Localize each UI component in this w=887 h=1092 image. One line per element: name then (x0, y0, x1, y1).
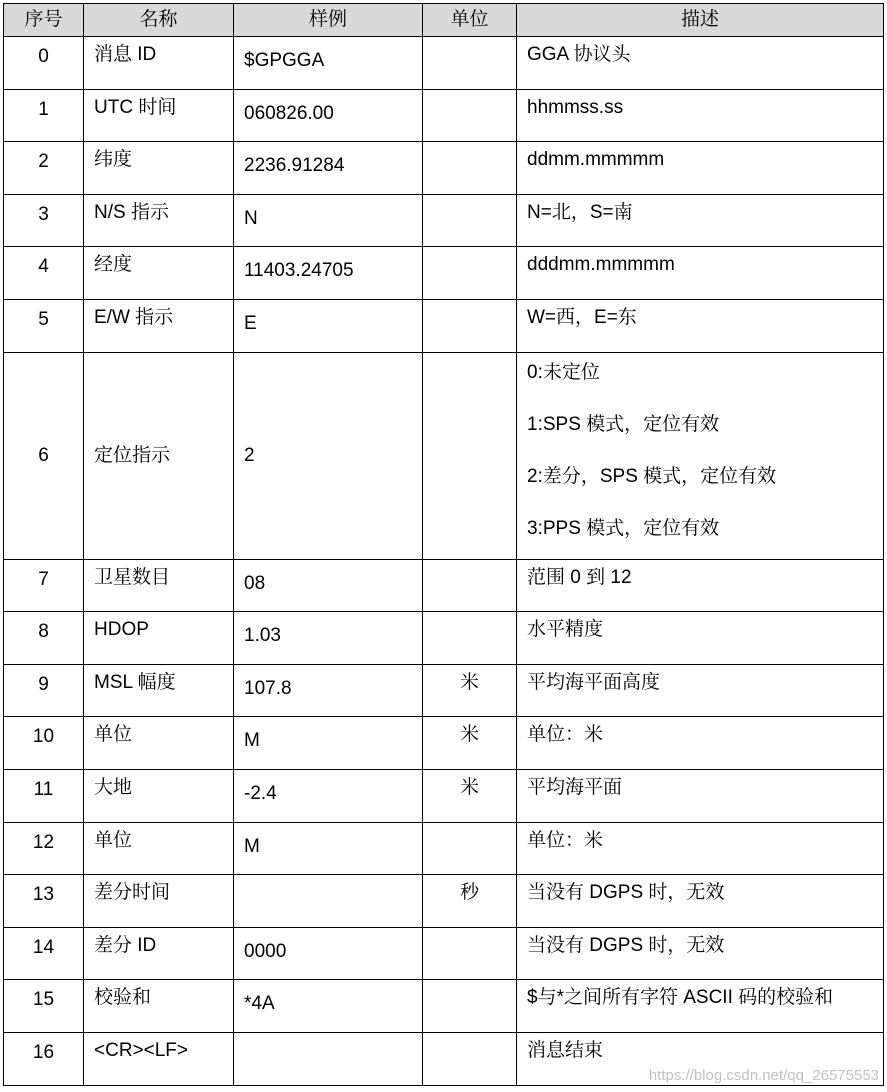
cell-index: 12 (4, 822, 84, 875)
cell-index: 5 (4, 299, 84, 352)
cell-description: GGA 协议头 (517, 37, 884, 90)
table-row (4, 927, 884, 980)
cell-index: 11 (4, 769, 84, 822)
table-body (4, 37, 884, 1086)
header-unit: 单位 (423, 4, 517, 37)
cell-unit: 米 (423, 769, 517, 822)
cell-name: 消息 ID (84, 37, 234, 90)
cell-sample: 11403.24705 (234, 247, 423, 300)
cell-name: 卫星数目 (84, 559, 234, 612)
cell-description: 水平精度 (517, 612, 884, 665)
description-line: 0:未定位 (527, 361, 600, 383)
cell-index: 8 (4, 612, 84, 665)
header-index: 序号 (4, 4, 84, 37)
header-row (4, 4, 884, 37)
cell-unit (423, 612, 517, 665)
cell-sample (234, 875, 423, 928)
cell-index: 0 (4, 37, 84, 90)
cell-name: 差分 ID (84, 927, 234, 980)
cell-name: MSL 幅度 (84, 664, 234, 717)
cell-index: 9 (4, 664, 84, 717)
cell-unit (423, 1032, 517, 1085)
cell-name: 差分时间 (84, 875, 234, 928)
cell-unit (423, 194, 517, 247)
table-row (4, 822, 884, 875)
cell-index: 2 (4, 142, 84, 195)
cell-index: 4 (4, 247, 84, 300)
cell-unit: 米 (423, 664, 517, 717)
cell-unit (423, 352, 517, 559)
header-description: 描述 (517, 4, 884, 37)
cell-description: ddmm.mmmmm (517, 142, 884, 195)
description-line: 2:差分，SPS 模式，定位有效 (527, 465, 777, 487)
cell-sample: 08 (234, 559, 423, 612)
cell-unit (423, 37, 517, 90)
table-header (4, 4, 884, 37)
cell-name: UTC 时间 (84, 89, 234, 142)
cell-unit (423, 822, 517, 875)
gga-field-table (3, 3, 884, 1086)
cell-index: 10 (4, 717, 84, 770)
cell-description: N=北，S=南 (517, 194, 884, 247)
cell-description (517, 352, 884, 559)
cell-description: 范围 0 到 12 (517, 559, 884, 612)
cell-unit: 秒 (423, 875, 517, 928)
cell-description: 当没有 DGPS 时，无效 (517, 927, 884, 980)
cell-index: 6 (4, 352, 84, 559)
cell-unit (423, 559, 517, 612)
cell-sample: 2 (234, 352, 423, 559)
cell-index: 3 (4, 194, 84, 247)
cell-sample: 2236.91284 (234, 142, 423, 195)
table-row (4, 612, 884, 665)
cell-unit (423, 927, 517, 980)
cell-name: 单位 (84, 717, 234, 770)
cell-sample: *4A (234, 980, 423, 1033)
cell-description: 单位：米 (517, 822, 884, 875)
cell-sample: $GPGGA (234, 37, 423, 90)
cell-index: 16 (4, 1032, 84, 1085)
cell-unit (423, 142, 517, 195)
table-row (4, 194, 884, 247)
cell-name: HDOP (84, 612, 234, 665)
cell-description: 当没有 DGPS 时，无效 (517, 875, 884, 928)
description-line: 3:PPS 模式，定位有效 (527, 517, 720, 539)
cell-sample: 107.8 (234, 664, 423, 717)
cell-unit (423, 980, 517, 1033)
description-line: 1:SPS 模式，定位有效 (527, 413, 720, 435)
table-row (4, 299, 884, 352)
cell-name: 定位指示 (84, 352, 234, 559)
cell-name: E/W 指示 (84, 299, 234, 352)
table-row (4, 980, 884, 1033)
watermark: https://blog.csdn.net/qq_26575553 (648, 1067, 879, 1084)
cell-description: 平均海平面 (517, 769, 884, 822)
cell-name: 经度 (84, 247, 234, 300)
table-row (4, 875, 884, 928)
cell-sample: 0000 (234, 927, 423, 980)
cell-description: dddmm.mmmmm (517, 247, 884, 300)
table-row (4, 247, 884, 300)
table-row (4, 352, 884, 559)
cell-name: 单位 (84, 822, 234, 875)
table-row (4, 717, 884, 770)
cell-index: 14 (4, 927, 84, 980)
cell-sample: N (234, 194, 423, 247)
cell-sample (234, 1032, 423, 1085)
cell-description: 单位：米 (517, 717, 884, 770)
cell-sample: M (234, 822, 423, 875)
header-sample: 样例 (234, 4, 423, 37)
cell-name: <CR><LF> (84, 1032, 234, 1085)
table-row (4, 142, 884, 195)
cell-unit (423, 247, 517, 300)
table-row (4, 37, 884, 90)
cell-index: 7 (4, 559, 84, 612)
cell-name: N/S 指示 (84, 194, 234, 247)
table-row (4, 664, 884, 717)
table-row (4, 559, 884, 612)
cell-name: 纬度 (84, 142, 234, 195)
cell-name: 校验和 (84, 980, 234, 1033)
cell-index: 1 (4, 89, 84, 142)
cell-description: $与*之间所有字符 ASCII 码的校验和 (517, 980, 884, 1033)
cell-sample: E (234, 299, 423, 352)
cell-sample: -2.4 (234, 769, 423, 822)
cell-sample: 060826.00 (234, 89, 423, 142)
cell-index: 15 (4, 980, 84, 1033)
table-row (4, 89, 884, 142)
cell-unit: 米 (423, 717, 517, 770)
cell-description: hhmmss.ss (517, 89, 884, 142)
cell-name: 大地 (84, 769, 234, 822)
table-row (4, 769, 884, 822)
cell-index: 13 (4, 875, 84, 928)
cell-description: 消息结束 (517, 1032, 884, 1085)
cell-sample: 1.03 (234, 612, 423, 665)
cell-sample: M (234, 717, 423, 770)
cell-description: W=西，E=东 (517, 299, 884, 352)
cell-unit (423, 89, 517, 142)
cell-unit (423, 299, 517, 352)
header-name: 名称 (84, 4, 234, 37)
cell-description: 平均海平面高度 (517, 664, 884, 717)
